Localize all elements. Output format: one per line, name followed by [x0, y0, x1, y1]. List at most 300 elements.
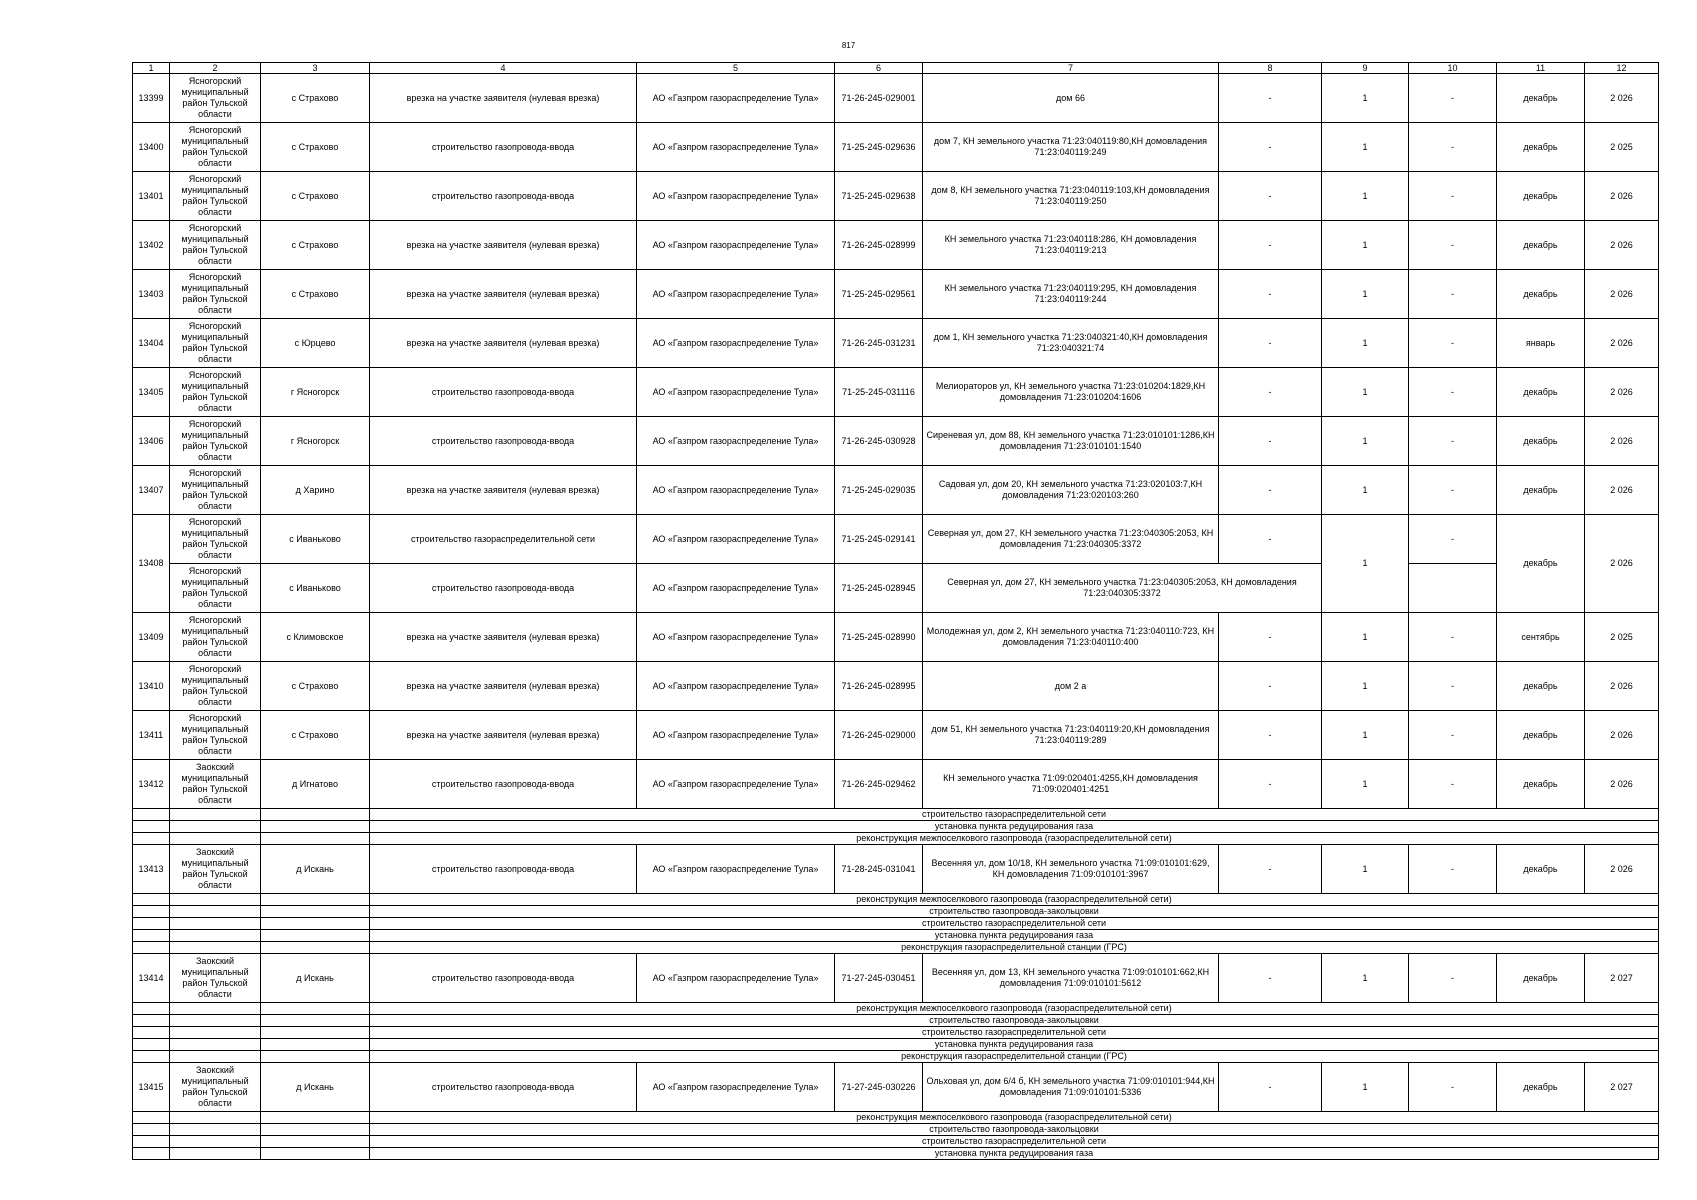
application-code-cell: 71-26-245-030928 [835, 417, 923, 466]
subtask-label: реконструкция межпоселкового газопровода (газораспределительной сети) [370, 833, 1659, 845]
settlement-cell: с Страхово [261, 270, 370, 319]
col8-cell: - [1219, 368, 1322, 417]
subtask-row [133, 1051, 1659, 1063]
month-cell: декабрь [1497, 515, 1585, 613]
col8-cell: - [1219, 123, 1322, 172]
month-cell: сентябрь [1497, 613, 1585, 662]
empty-cell [261, 1136, 370, 1148]
table-row [133, 564, 1659, 613]
year-cell: 2 026 [1585, 74, 1659, 123]
address-cell: КН земельного участка 71:23:040118:286, КН домовладения 71:23:040119:213 [923, 221, 1219, 270]
table-row [133, 662, 1659, 711]
col-header: 8 [1219, 63, 1322, 74]
organization-cell: АО «Газпром газораспределение Тула» [637, 123, 835, 172]
col10-cell: - [1409, 270, 1497, 319]
district-cell: Ясногорский муниципальный район Тульской области [170, 172, 261, 221]
year-cell: 2 026 [1585, 515, 1659, 613]
subtask-row [133, 1124, 1659, 1136]
empty-cell [261, 1027, 370, 1039]
work-type-cell: строительство газопровода-ввода [370, 368, 637, 417]
settlement-cell: с Страхово [261, 74, 370, 123]
address-cell: Весенняя ул, дом 10/18, КН земельного участка 71:09:010101:629, КН домовладения 71:09:010101:3967 [923, 845, 1219, 894]
col9-cell: 1 [1322, 613, 1409, 662]
table-row [133, 123, 1659, 172]
col-header: 7 [923, 63, 1219, 74]
address-cell: дом 1, КН земельного участка 71:23:040321:40,КН домовладения 71:23:040321:74 [923, 319, 1219, 368]
empty-cell [261, 918, 370, 930]
row-number: 13404 [133, 319, 170, 368]
col9-cell: 1 [1322, 845, 1409, 894]
application-code-cell: 71-27-245-030226 [835, 1063, 923, 1112]
address-cell: Молодежная ул, дом 2, КН земельного участка 71:23:040110:723, КН домовладения 71:23:040110:400 [923, 613, 1219, 662]
gasification-table [132, 62, 1659, 1160]
col-header: 5 [637, 63, 835, 74]
empty-cell [170, 1124, 261, 1136]
month-cell: декабрь [1497, 760, 1585, 809]
empty-cell [133, 906, 170, 918]
empty-cell [133, 1112, 170, 1124]
col-header: 2 [170, 63, 261, 74]
subtask-row [133, 1027, 1659, 1039]
empty-cell [170, 930, 261, 942]
subtask-row [133, 1148, 1659, 1160]
table-row [133, 515, 1659, 564]
col8-cell: - [1219, 74, 1322, 123]
empty-cell [133, 1027, 170, 1039]
empty-cell [133, 1039, 170, 1051]
organization-cell: АО «Газпром газораспределение Тула» [637, 564, 835, 613]
organization-cell: АО «Газпром газораспределение Тула» [637, 74, 835, 123]
subtask-label: установка пункта редуцирования газа [370, 1148, 1659, 1160]
empty-cell [133, 1136, 170, 1148]
organization-cell: АО «Газпром газораспределение Тула» [637, 954, 835, 1003]
address-cell: Садовая ул, дом 20, КН земельного участка 71:23:020103:7,КН домовладения 71:23:020103:260 [923, 466, 1219, 515]
col8-cell: - [1219, 1063, 1322, 1112]
subtask-row [133, 894, 1659, 906]
month-cell: декабрь [1497, 172, 1585, 221]
subtask-label: строительство газораспределительной сети [370, 918, 1659, 930]
work-type-cell: врезка на участке заявителя (нулевая врезка) [370, 613, 637, 662]
district-cell: Ясногорский муниципальный район Тульской области [170, 368, 261, 417]
col10-cell: - [1409, 711, 1497, 760]
organization-cell: АО «Газпром газораспределение Тула» [637, 221, 835, 270]
empty-cell [170, 821, 261, 833]
subtask-row [133, 942, 1659, 954]
application-code-cell: 71-25-245-028945 [835, 564, 923, 613]
row-number: 13405 [133, 368, 170, 417]
organization-cell: АО «Газпром газораспределение Тула» [637, 1063, 835, 1112]
col10-cell: - [1409, 417, 1497, 466]
empty-cell [170, 906, 261, 918]
application-code-cell: 71-26-245-029001 [835, 74, 923, 123]
col10-cell: - [1409, 466, 1497, 515]
address-cell: дом 7, КН земельного участка 71:23:040119:80,КН домовладения 71:23:040119:249 [923, 123, 1219, 172]
month-cell: декабрь [1497, 270, 1585, 319]
year-cell: 2 026 [1585, 368, 1659, 417]
empty-cell [170, 1027, 261, 1039]
subtask-row [133, 821, 1659, 833]
col9-cell: 1 [1322, 319, 1409, 368]
address-cell: Мелиораторов ул, КН земельного участка 71:23:010204:1829,КН домовладения 71:23:010204:1606 [923, 368, 1219, 417]
empty-cell [261, 1015, 370, 1027]
address-cell: КН земельного участка 71:09:020401:4255,КН домовладения 71:09:020401:4251 [923, 760, 1219, 809]
empty-cell [170, 1112, 261, 1124]
settlement-cell: с Юрцево [261, 319, 370, 368]
settlement-cell: г Ясногорск [261, 417, 370, 466]
settlement-cell: г Ясногорск [261, 368, 370, 417]
organization-cell: АО «Газпром газораспределение Тула» [637, 172, 835, 221]
work-type-cell: строительство газопровода-ввода [370, 954, 637, 1003]
settlement-cell: с Страхово [261, 172, 370, 221]
subtask-row [133, 833, 1659, 845]
col-header: 6 [835, 63, 923, 74]
subtask-row [133, 1015, 1659, 1027]
col8-cell: - [1219, 613, 1322, 662]
application-code-cell: 71-25-245-029638 [835, 172, 923, 221]
address-cell: дом 51, КН земельного участка 71:23:040119:20,КН домовладения 71:23:040119:289 [923, 711, 1219, 760]
col9-cell: 1 [1322, 368, 1409, 417]
month-cell: декабрь [1497, 123, 1585, 172]
organization-cell: АО «Газпром газораспределение Тула» [637, 515, 835, 564]
organization-cell: АО «Газпром газораспределение Тула» [637, 270, 835, 319]
col8-cell: - [1219, 845, 1322, 894]
address-cell: Весенняя ул, дом 13, КН земельного участка 71:09:010101:662,КН домовладения 71:09:010101:5612 [923, 954, 1219, 1003]
col8-cell: - [1219, 711, 1322, 760]
settlement-cell: с Страхово [261, 123, 370, 172]
row-number: 13414 [133, 954, 170, 1003]
month-cell: декабрь [1497, 221, 1585, 270]
district-cell: Ясногорский муниципальный район Тульской области [170, 466, 261, 515]
col9-cell: 1 [1322, 270, 1409, 319]
subtask-label: строительство газораспределительной сети [370, 809, 1659, 821]
empty-cell [170, 1148, 261, 1160]
row-number: 13403 [133, 270, 170, 319]
col-header: 9 [1322, 63, 1409, 74]
month-cell: декабрь [1497, 417, 1585, 466]
subtask-row [133, 1039, 1659, 1051]
subtask-label: строительство газораспределительной сети [370, 1027, 1659, 1039]
application-code-cell: 71-25-245-028990 [835, 613, 923, 662]
row-number: 13408 [133, 515, 170, 613]
col8-cell: - [1219, 270, 1322, 319]
settlement-cell: д Искань [261, 1063, 370, 1112]
month-cell: декабрь [1497, 368, 1585, 417]
col8-cell: - [1219, 172, 1322, 221]
subtask-row [133, 1003, 1659, 1015]
subtask-label: строительство газопровода-закольцовки [370, 1015, 1659, 1027]
year-cell: 2 026 [1585, 417, 1659, 466]
subtask-label: установка пункта редуцирования газа [370, 1039, 1659, 1051]
empty-cell [261, 1003, 370, 1015]
row-number: 13399 [133, 74, 170, 123]
work-type-cell: строительство газопровода-ввода [370, 564, 637, 613]
col10-cell: - [1409, 760, 1497, 809]
organization-cell: АО «Газпром газораспределение Тула» [637, 711, 835, 760]
settlement-cell: д Искань [261, 954, 370, 1003]
col8-cell: - [1219, 760, 1322, 809]
header-row [133, 63, 1659, 74]
row-number: 13402 [133, 221, 170, 270]
settlement-cell: с Страхово [261, 662, 370, 711]
col-header: 11 [1497, 63, 1585, 74]
empty-cell [133, 833, 170, 845]
empty-cell [170, 918, 261, 930]
year-cell: 2 026 [1585, 662, 1659, 711]
empty-cell [133, 942, 170, 954]
year-cell: 2 026 [1585, 466, 1659, 515]
empty-cell [133, 1051, 170, 1063]
settlement-cell: с Климовское [261, 613, 370, 662]
month-cell: декабрь [1497, 954, 1585, 1003]
work-type-cell: строительство газопровода-ввода [370, 1063, 637, 1112]
work-type-cell: врезка на участке заявителя (нулевая врезка) [370, 662, 637, 711]
table-row [133, 845, 1659, 894]
empty-cell [133, 1015, 170, 1027]
application-code-cell: 71-25-245-029636 [835, 123, 923, 172]
empty-cell [261, 1148, 370, 1160]
address-cell: КН земельного участка 71:23:040119:295, КН домовладения 71:23:040119:244 [923, 270, 1219, 319]
empty-cell [170, 833, 261, 845]
table-row [133, 74, 1659, 123]
col8-cell: - [1219, 417, 1322, 466]
empty-cell [170, 1015, 261, 1027]
subtask-row [133, 918, 1659, 930]
work-type-cell: строительство газопровода-ввода [370, 172, 637, 221]
table-row [133, 417, 1659, 466]
work-type-cell: врезка на участке заявителя (нулевая врезка) [370, 319, 637, 368]
col9-cell: 1 [1322, 1063, 1409, 1112]
application-code-cell: 71-26-245-029000 [835, 711, 923, 760]
col8-cell: - [1219, 515, 1322, 564]
col9-cell: 1 [1322, 221, 1409, 270]
district-cell: Заокский муниципальный район Тульской области [170, 954, 261, 1003]
table-row [133, 1063, 1659, 1112]
col10-cell: - [1409, 319, 1497, 368]
table-row [133, 319, 1659, 368]
organization-cell: АО «Газпром газораспределение Тула» [637, 319, 835, 368]
row-number: 13407 [133, 466, 170, 515]
subtask-row [133, 930, 1659, 942]
district-cell: Заокский муниципальный район Тульской области [170, 760, 261, 809]
district-cell: Заокский муниципальный район Тульской области [170, 1063, 261, 1112]
year-cell: 2 026 [1585, 760, 1659, 809]
col8-cell: - [1219, 466, 1322, 515]
subtask-row [133, 906, 1659, 918]
empty-cell [261, 930, 370, 942]
row-number: 13413 [133, 845, 170, 894]
empty-cell [261, 942, 370, 954]
row-number: 13411 [133, 711, 170, 760]
organization-cell: АО «Газпром газораспределение Тула» [637, 760, 835, 809]
subtask-label: реконструкция газораспределительной станции (ГРС) [370, 942, 1659, 954]
district-cell: Ясногорский муниципальный район Тульской области [170, 417, 261, 466]
address-cell: дом 8, КН земельного участка 71:23:040119:103,КН домовладения 71:23:040119:250 [923, 172, 1219, 221]
col10-cell: - [1409, 74, 1497, 123]
application-code-cell: 71-26-245-028995 [835, 662, 923, 711]
year-cell: 2 025 [1585, 123, 1659, 172]
settlement-cell: д Харино [261, 466, 370, 515]
district-cell: Ясногорский муниципальный район Тульской области [170, 74, 261, 123]
address-cell: Ольховая ул, дом 6/4 б, КН земельного участка 71:09:010101:944,КН домовладения 71:09:010101:5336 [923, 1063, 1219, 1112]
subtask-label: строительство газопровода-закольцовки [370, 906, 1659, 918]
table-row [133, 270, 1659, 319]
month-cell: декабрь [1497, 711, 1585, 760]
table-row [133, 466, 1659, 515]
district-cell: Ясногорский муниципальный район Тульской области [170, 564, 261, 613]
empty-cell [133, 1148, 170, 1160]
col9-cell: 1 [1322, 954, 1409, 1003]
address-cell: Северная ул, дом 27, КН земельного участка 71:23:040305:2053, КН домовладения 71:23:040305:3372 [923, 564, 1322, 613]
empty-cell [261, 894, 370, 906]
col-header: 3 [261, 63, 370, 74]
subtask-row [133, 1136, 1659, 1148]
empty-cell [170, 1003, 261, 1015]
col9-cell: 1 [1322, 172, 1409, 221]
col8-cell: - [1219, 954, 1322, 1003]
month-cell: декабрь [1497, 1063, 1585, 1112]
col-header: 10 [1409, 63, 1497, 74]
empty-cell [261, 906, 370, 918]
col8-cell: - [1219, 662, 1322, 711]
subtask-label: строительство газораспределительной сети [370, 1136, 1659, 1148]
application-code-cell: 71-26-245-029462 [835, 760, 923, 809]
year-cell: 2 026 [1585, 319, 1659, 368]
col-header: 4 [370, 63, 637, 74]
district-cell: Заокский муниципальный район Тульской области [170, 845, 261, 894]
district-cell: Ясногорский муниципальный район Тульской области [170, 662, 261, 711]
year-cell: 2 027 [1585, 1063, 1659, 1112]
work-type-cell: строительство газопровода-ввода [370, 760, 637, 809]
district-cell: Ясногорский муниципальный район Тульской области [170, 711, 261, 760]
address-cell: дом 66 [923, 74, 1219, 123]
application-code-cell: 71-27-245-030451 [835, 954, 923, 1003]
row-number: 13400 [133, 123, 170, 172]
col9-cell: 1 [1322, 123, 1409, 172]
col8-cell: - [1219, 319, 1322, 368]
year-cell: 2 026 [1585, 270, 1659, 319]
col8-cell: - [1219, 221, 1322, 270]
district-cell: Ясногорский муниципальный район Тульской области [170, 123, 261, 172]
settlement-cell: с Страхово [261, 221, 370, 270]
subtask-label: установка пункта редуцирования газа [370, 821, 1659, 833]
empty-cell [170, 894, 261, 906]
application-code-cell: 71-25-245-029035 [835, 466, 923, 515]
work-type-cell: врезка на участке заявителя (нулевая врезка) [370, 466, 637, 515]
col9-cell: 1 [1322, 74, 1409, 123]
row-number: 13415 [133, 1063, 170, 1112]
district-cell: Ясногорский муниципальный район Тульской области [170, 613, 261, 662]
application-code-cell: 71-25-245-029561 [835, 270, 923, 319]
col9-cell: 1 [1322, 760, 1409, 809]
month-cell: декабрь [1497, 845, 1585, 894]
work-type-cell: строительство газопровода-ввода [370, 417, 637, 466]
row-number: 13409 [133, 613, 170, 662]
empty-cell [261, 1039, 370, 1051]
organization-cell: АО «Газпром газораспределение Тула» [637, 466, 835, 515]
empty-cell [261, 833, 370, 845]
empty-cell [170, 942, 261, 954]
row-number: 13412 [133, 760, 170, 809]
col9-cell: 1 [1322, 711, 1409, 760]
district-cell: Ясногорский муниципальный район Тульской области [170, 270, 261, 319]
empty-cell [133, 930, 170, 942]
application-code-cell: 71-25-245-029141 [835, 515, 923, 564]
empty-cell [133, 1003, 170, 1015]
empty-cell [133, 1124, 170, 1136]
table-row [133, 760, 1659, 809]
col10-cell: - [1409, 662, 1497, 711]
district-cell: Ясногорский муниципальный район Тульской области [170, 515, 261, 564]
col10-cell [1409, 564, 1497, 613]
organization-cell: АО «Газпром газораспределение Тула» [637, 417, 835, 466]
col10-cell: - [1409, 954, 1497, 1003]
table-row [133, 711, 1659, 760]
empty-cell [133, 809, 170, 821]
work-type-cell: врезка на участке заявителя (нулевая врезка) [370, 270, 637, 319]
settlement-cell: д Игнатово [261, 760, 370, 809]
work-type-cell: строительство газопровода-ввода [370, 845, 637, 894]
empty-cell [261, 809, 370, 821]
row-number: 13401 [133, 172, 170, 221]
work-type-cell: врезка на участке заявителя (нулевая врезка) [370, 74, 637, 123]
district-cell: Ясногорский муниципальный район Тульской области [170, 221, 261, 270]
empty-cell [170, 1039, 261, 1051]
col10-cell: - [1409, 172, 1497, 221]
col10-cell: - [1409, 1063, 1497, 1112]
settlement-cell: с Иваньково [261, 515, 370, 564]
col-header: 12 [1585, 63, 1659, 74]
table-row [133, 613, 1659, 662]
subtask-label: реконструкция межпоселкового газопровода (газораспределительной сети) [370, 894, 1659, 906]
address-cell: Сиреневая ул, дом 88, КН земельного участка 71:23:010101:1286,КН домовладения 71:23:010101:1540 [923, 417, 1219, 466]
col10-cell: - [1409, 123, 1497, 172]
col10-cell: - [1409, 368, 1497, 417]
empty-cell [261, 1112, 370, 1124]
work-type-cell: строительство газораспределительной сети [370, 515, 637, 564]
row-number: 13410 [133, 662, 170, 711]
month-cell: декабрь [1497, 466, 1585, 515]
settlement-cell: д Искань [261, 845, 370, 894]
subtask-label: реконструкция межпоселкового газопровода (газораспределительной сети) [370, 1112, 1659, 1124]
subtask-label: реконструкция межпоселкового газопровода (газораспределительной сети) [370, 1003, 1659, 1015]
empty-cell [170, 1136, 261, 1148]
table-row [133, 368, 1659, 417]
application-code-cell: 71-26-245-031231 [835, 319, 923, 368]
empty-cell [133, 918, 170, 930]
address-cell: Северная ул, дом 27, КН земельного участка 71:23:040305:2053, КН домовладения 71:23:040305:3372 [923, 515, 1219, 564]
empty-cell [133, 821, 170, 833]
application-code-cell: 71-26-245-028999 [835, 221, 923, 270]
empty-cell [261, 1051, 370, 1063]
table-row [133, 172, 1659, 221]
application-code-cell: 71-28-245-031041 [835, 845, 923, 894]
table-row [133, 954, 1659, 1003]
settlement-cell: с Страхово [261, 711, 370, 760]
col-header: 1 [133, 63, 170, 74]
empty-cell [170, 809, 261, 821]
year-cell: 2 026 [1585, 221, 1659, 270]
month-cell: январь [1497, 319, 1585, 368]
year-cell: 2 026 [1585, 711, 1659, 760]
row-number: 13406 [133, 417, 170, 466]
page-number: 817 [841, 41, 856, 50]
subtask-label: реконструкция газораспределительной станции (ГРС) [370, 1051, 1659, 1063]
empty-cell [170, 1051, 261, 1063]
organization-cell: АО «Газпром газораспределение Тула» [637, 845, 835, 894]
col10-cell: - [1409, 221, 1497, 270]
col10-cell: - [1409, 613, 1497, 662]
organization-cell: АО «Газпром газораспределение Тула» [637, 368, 835, 417]
